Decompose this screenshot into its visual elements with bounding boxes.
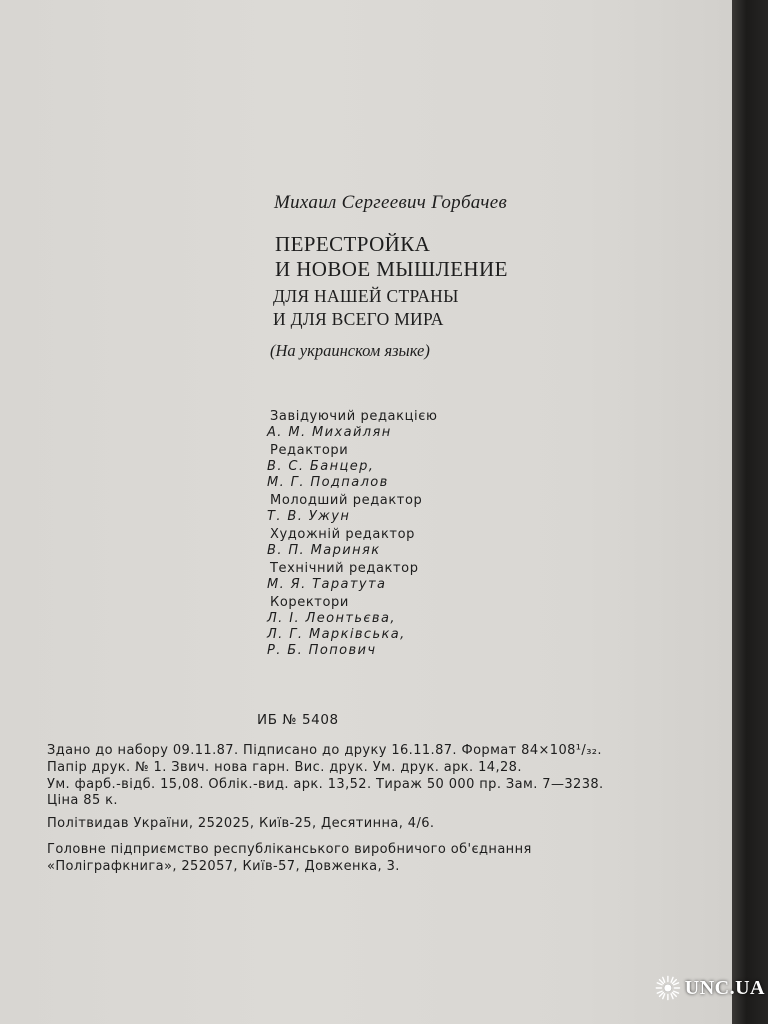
staff-role-tech-editor: Технічний редактор (270, 561, 419, 576)
staff-name: Л. І. Леонтьєва, (267, 611, 396, 626)
title-line-4: И ДЛЯ ВСЕГО МИРА (273, 309, 444, 329)
imprint-line-3: Ум. фарб.-відб. 15,08. Облік.-вид. арк. 13,52. Тираж 50 000 пр. Зам. 7—3238. (47, 777, 604, 792)
staff-name: Л. Г. Марківська, (267, 627, 406, 642)
title-line-1: ПЕРЕСТРОЙКА (275, 232, 431, 256)
staff-role-editors: Редактори (270, 443, 349, 458)
staff-name: А. М. Михайлян (267, 425, 392, 440)
printer-line-1: Головне підприємство республіканського виробничого об'єднання (47, 842, 532, 857)
staff-role-junior-editor: Молодший редактор (270, 493, 423, 508)
title-line-3: ДЛЯ НАШЕЙ СТРАНЫ (273, 286, 459, 306)
publisher-line: Політвидав України, 252025, Київ-25, Десятинна, 4/6. (47, 816, 435, 831)
ib-number: ИБ № 5408 (257, 712, 339, 728)
printer-line-2: «Поліграфкнига», 252057, Київ-57, Довженка, 3. (47, 859, 400, 874)
imprint-line-4: Ціна 85 к. (47, 793, 118, 808)
staff-role-art-editor: Художній редактор (270, 527, 415, 542)
imprint-line-2: Папір друк. № 1. Звич. нова гарн. Вис. друк. Ум. друк. арк. 14,28. (47, 760, 522, 775)
sunburst-icon (655, 971, 681, 1005)
title-line-2: И НОВОЕ МЫШЛЕНИЕ (275, 257, 508, 281)
author-name: Михаил Сергеевич Горбачев (274, 192, 507, 213)
imprint-line-1: Здано до набору 09.11.87. Підписано до друку 16.11.87. Формат 84×108¹/₃₂. (47, 743, 602, 758)
watermark (655, 968, 765, 1008)
staff-name: В. С. Банцер, (267, 459, 375, 474)
staff-name: М. Г. Подпалов (267, 475, 389, 490)
staff-name: В. П. Мариняк (267, 543, 381, 558)
language-note: (На украинском языке) (270, 341, 430, 360)
staff-name: Т. В. Ужун (267, 509, 351, 524)
staff-role-chief-editor: Завідуючий редакцією (270, 409, 438, 424)
staff-name: М. Я. Таратута (267, 577, 387, 592)
watermark-text: UNC.UA (684, 976, 765, 999)
staff-name: Р. Б. Попович (267, 643, 377, 658)
page-edge-shadow (732, 0, 768, 1024)
staff-role-proofreaders: Коректори (270, 595, 349, 610)
